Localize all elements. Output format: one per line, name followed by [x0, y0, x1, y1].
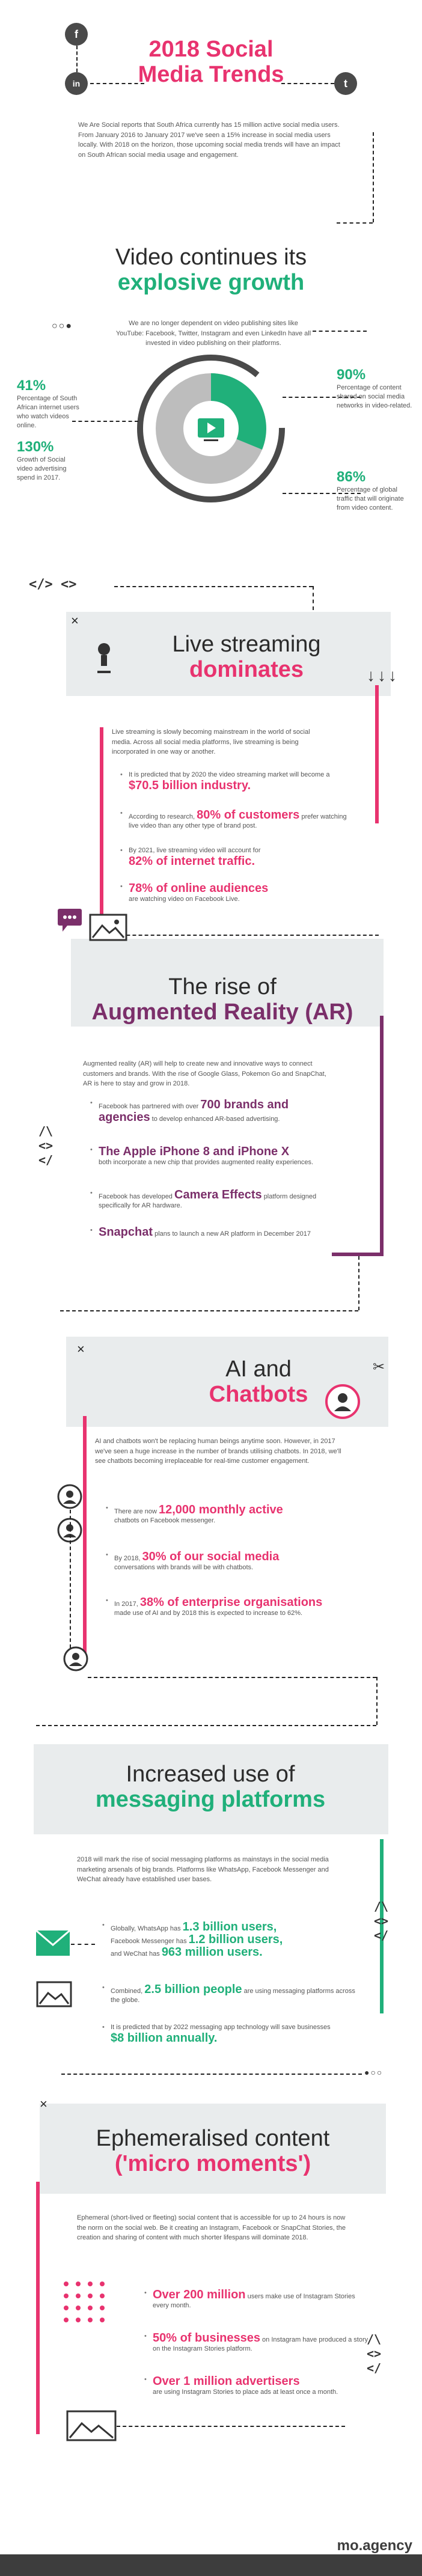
user-avatar-icon [57, 1483, 83, 1510]
stat-number: 90% [337, 367, 366, 383]
bullet-highlight: 78% of online audiences [129, 882, 269, 895]
title-line-2: Media Trends [138, 61, 284, 87]
messaging-bullet: • Globally, WhatsApp has 1.3 billion users, Facebook Messenger has 1.2 billion users, and WeChat has 963 million users. [102, 1921, 363, 1959]
ai-title-line-1: AI and [225, 1357, 292, 1382]
ephemeral-title [40, 2126, 386, 2177]
bullet-highlight: Over 1 million advertisers [153, 2375, 300, 2388]
dashed-line [36, 1725, 376, 1726]
ai-intro: AI and chatbots won't be replacing human beings anytime soon. However, in 2017 we've seen a huge increase in the number of brands utilising chatbots. In 2018, we'll see chatbots becoming irreplaceable for real-time customer engagement. [95, 1438, 341, 1465]
ephemeral-title-line-1: Ephemeralised content [96, 2126, 330, 2151]
bullet-highlight: Camera Effects [174, 1188, 262, 1201]
ai-bullet: • By 2018, 30% of our social media conversations with brands will be with chatbots. [106, 1551, 355, 1572]
bullet-highlight: 700 brands and agencies [99, 1098, 289, 1124]
arrows-icon: ↓↓↓ [367, 666, 399, 685]
accent-bar [36, 2182, 40, 2434]
stat-description: Percentage of South African internet users who watch videos online. [17, 395, 79, 429]
ai-title-line-2: Chatbots [209, 1381, 308, 1407]
dashed-line [376, 1677, 378, 1725]
video-stat [17, 439, 83, 483]
video-stat [337, 367, 415, 411]
accent-bar [332, 1253, 384, 1256]
dashed-line [71, 1944, 95, 1945]
footer-bar [0, 2554, 422, 2576]
title-line-1: 2018 Social [148, 37, 274, 62]
video-title [0, 245, 422, 296]
bullet-highlight: 1.3 billion users, [182, 1920, 277, 1934]
live-title [120, 632, 373, 683]
stat-description: Percentage of content shared on social media networks in video-related. [337, 384, 412, 409]
ar-bullet: • The Apple iPhone 8 and iPhone X both incorporate a new chip that provides augmented reality experiences. [90, 1146, 327, 1167]
dots-pattern-icon [60, 2278, 111, 2328]
accent-bar [83, 1416, 87, 1662]
ai-bullet: • In 2017, 38% of enterprise organisations made use of AI and by 2018 this is expected to increase to 62%. [106, 1596, 355, 1618]
dashed-line [373, 132, 374, 222]
ai-title [180, 1357, 337, 1408]
dots-icon: ●○○ [364, 2068, 384, 2077]
dashed-line [102, 935, 379, 936]
image-icon [66, 2410, 117, 2441]
stat-description: Growth of Social video advertising spend in 2017. [17, 456, 67, 481]
bullet-highlight: 50% of businesses [153, 2331, 260, 2345]
dashed-line [70, 1510, 71, 1648]
bullet-highlight: 12,000 monthly active [159, 1503, 283, 1516]
close-icon: × [77, 1341, 85, 1357]
messaging-title [42, 1762, 379, 1813]
screen-stand [204, 439, 218, 441]
ephemeral-bullet: • Over 200 million users make use of Instagram Stories every month. [144, 2289, 369, 2310]
user-avatar-icon [63, 1646, 89, 1672]
dashed-line [117, 2426, 345, 2427]
dots-icon: ○○● [52, 321, 73, 331]
twitter-icon[interactable]: t [334, 72, 357, 95]
mail-icon [35, 1929, 71, 1957]
ephemeral-title-line-2: ('micro moments') [114, 2150, 311, 2176]
live-bullet: • According to research, 80% of customers prefer watching live video than any other type of brand post. [120, 809, 351, 831]
chatbot-avatar-icon [325, 1384, 361, 1420]
bullet-highlight: 1.2 billion users, [188, 1933, 283, 1946]
video-stat [17, 377, 83, 430]
dashed-line [313, 331, 367, 332]
dashed-line [313, 586, 314, 610]
ar-title-line-1: The rise of [168, 974, 277, 1000]
dashed-line [60, 1310, 358, 1311]
dashed-line [114, 586, 313, 587]
bullet-highlight: 80% of customers [197, 808, 300, 822]
messaging-title-line-2: messaging platforms [95, 1786, 326, 1812]
scissors-icon: ✂ [373, 1359, 385, 1375]
live-title-line-2: dominates [189, 656, 304, 682]
code-icon: /\ <> </ [38, 1124, 54, 1167]
live-title-line-1: Live streaming [172, 632, 321, 657]
close-icon: × [40, 2096, 47, 2111]
ai-bullet: • There are now 12,000 monthly active chatbots on Facebook messenger. [106, 1504, 355, 1525]
bullet-highlight: Over 200 million [153, 2288, 246, 2301]
microphone-icon [95, 642, 113, 676]
messaging-bullet: • Combined, 2.5 billion people are using messaging platforms across the globe. [102, 1983, 363, 2005]
ephemeral-bullet: • 50% of businesses on Instagram have produced a story on the Instagram Stories platform. [144, 2332, 369, 2354]
code-icon: /\ <> </ [367, 2332, 382, 2375]
accent-bar [380, 1016, 384, 1256]
ephemeral-intro: Ephemeral (short-lived or fleeting) social content that is accessible for up to 24 hours is now the norm on the social web. Be it creating an Instagram, Facebook or SnapChat Stories, the creation and sharing of content with much shorter lifespans will dominate 2018. [77, 2214, 346, 2241]
ephemeral-bullet: • Over 1 million advertisers are using Instagram Stories to place ads at least once a month. [144, 2375, 369, 2397]
messaging-intro: 2018 will mark the rise of social messaging platforms as mainstays in the social media marketing arsenals of big brands. Platforms like WhatsApp, Facebook Messenger and WeChat already have established user bases. [77, 1856, 329, 1883]
code-icon: </> <> [29, 577, 77, 592]
live-bullet: • By 2021, live streaming video will account for 82% of internet traffic. [120, 846, 351, 868]
linkedin-icon[interactable]: in [65, 72, 88, 95]
ar-bullet: • Facebook has developed Camera Effects platform designed specifically for AR hardware. [90, 1189, 327, 1210]
bullet-highlight: Snapchat [99, 1225, 153, 1239]
bullet-highlight: 963 million users. [161, 1946, 263, 1959]
header-intro: We Are Social reports that South Africa currently has 15 million active social media users. From January 2016 to January 2017 we've seen a 15% increase in social media users locally. With 2018 on the horizon, those upcoming social media trends will have an impact on South African social media usage and engagement. [78, 121, 340, 159]
live-bullet: • It is predicted that by 2020 the video streaming market will become a $70.5 billion industry. [120, 771, 351, 792]
close-icon: × [71, 613, 79, 628]
code-icon: /\ <> </ [374, 1899, 389, 1943]
live-intro: Live streaming is slowly becoming mainstream in the world of social media. Across all social media platforms, live streaming is being incorporated in one way or another. [112, 728, 310, 755]
stat-number: 86% [337, 469, 366, 485]
footer-brand[interactable]: mo.agency [337, 2538, 412, 2554]
video-intro: We are no longer dependent on video publishing sites like YouTube: Facebook, Twitter, Instagram and even LinkedIn have all invested in video publishing on their platforms. [115, 320, 311, 347]
bullet-highlight: 82% of internet traffic. [129, 854, 255, 868]
video-title-line-1: Video continues its [115, 245, 307, 270]
ar-bullet: • Facebook has partnered with over 700 brands and agencies to develop enhanced AR-based advertising. [90, 1099, 327, 1124]
accent-bar [375, 685, 379, 823]
bullet-highlight: 38% of enterprise organisations [139, 1596, 323, 1609]
bullet-highlight: 30% of our social media [142, 1550, 280, 1563]
dashed-line [358, 1256, 359, 1310]
ar-title [60, 975, 385, 1025]
video-donut-chart [136, 353, 286, 504]
dashed-line [88, 1677, 376, 1678]
dashed-line [61, 2074, 362, 2075]
accent-bar [100, 727, 103, 920]
bullet-highlight: $70.5 billion industry. [129, 778, 251, 792]
ar-intro: Augmented reality (AR) will help to create new and innovative ways to connect customers and brands. With the rise of Google Glass, Pokemon Go and SnapChat, AR is here to stay and grow in 2018. [83, 1060, 326, 1087]
stat-number: 130% [17, 439, 54, 455]
live-bullet: • 78% of online audiences are watching video on Facebook Live. [120, 882, 351, 904]
image-icon [36, 1981, 72, 2007]
page-title [0, 37, 422, 88]
messaging-bullet: • It is predicted that by 2022 messaging app technology will save businesses $8 billion annually. [102, 2023, 363, 2045]
bullet-highlight: $8 billion annually. [111, 2031, 218, 2045]
messaging-title-line-1: Increased use of [126, 1762, 295, 1787]
video-title-line-2: explosive growth [117, 269, 305, 295]
stat-number: 41% [17, 377, 46, 394]
stat-description: Percentage of global traffic that will originate from video content. [337, 486, 404, 511]
ar-bullet: • Snapchat plans to launch a new AR platform in December 2017 [90, 1226, 327, 1239]
bullet-highlight: 2.5 billion people [144, 1983, 242, 1996]
image-icon [89, 914, 127, 941]
facebook-icon[interactable]: f [65, 23, 88, 46]
ar-title-line-2: Augmented Reality (AR) [91, 999, 353, 1025]
chat-bubble-icon [58, 909, 87, 933]
video-stat [337, 469, 415, 513]
dashed-line [337, 222, 373, 224]
bullet-highlight: The Apple iPhone 8 and iPhone X [99, 1145, 290, 1158]
